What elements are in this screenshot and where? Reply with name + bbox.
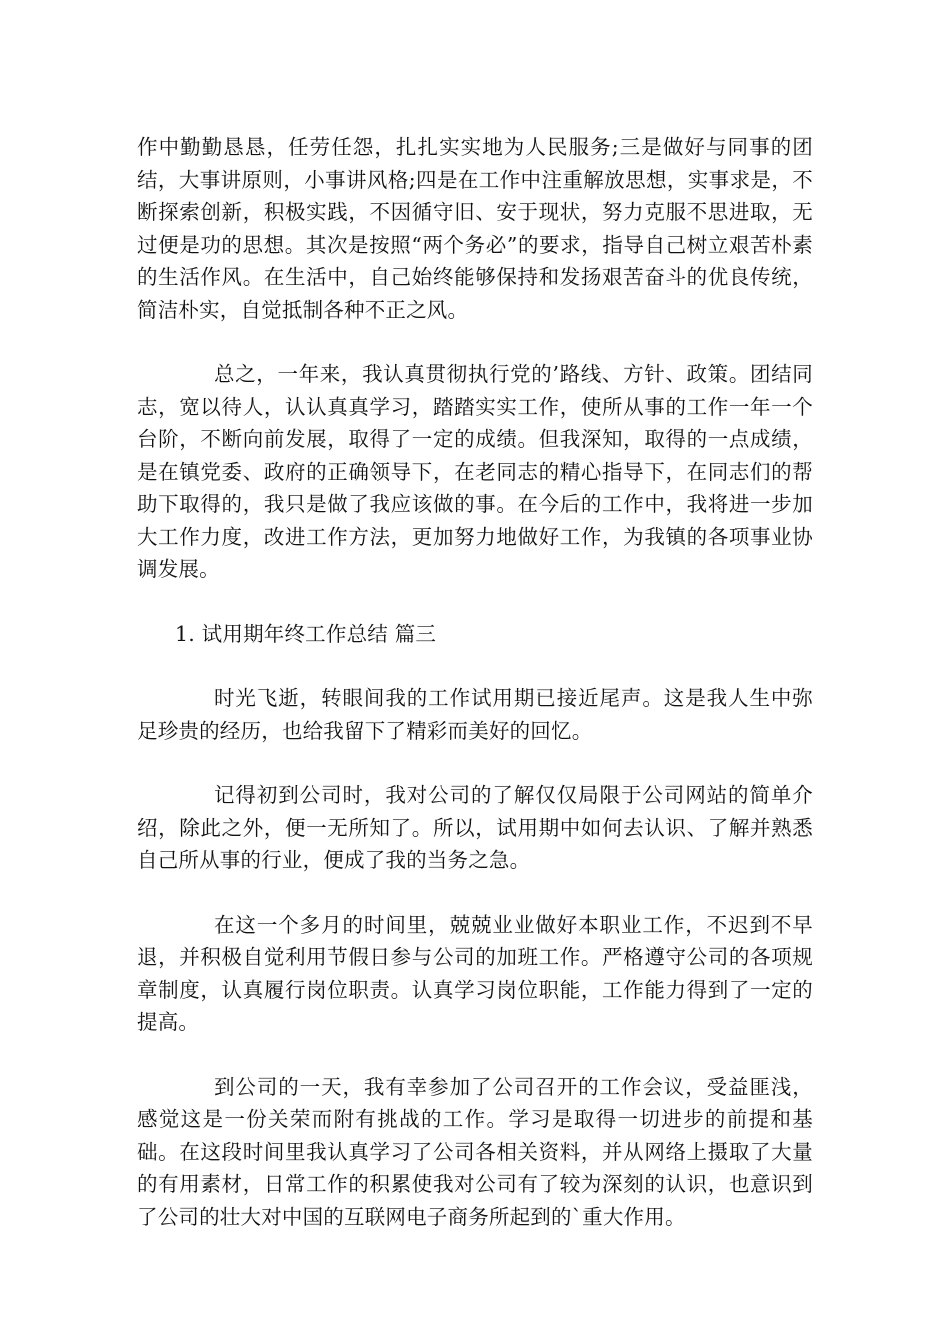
paragraph-gap [137, 650, 813, 682]
paragraph-gap [137, 877, 813, 909]
paragraph-gap [137, 1039, 813, 1071]
paragraph-first-days: 记得初到公司时，我对公司的了解仅仅局限于公司网站的简单介绍，除此之外，便一无所知了。所以，试用期中如何去认识、了解并熟悉自己所从事的行业，便成了我的当务之急。 [137, 783, 813, 872]
paragraph-continuation: 作中勤勤恳恳，任劳任怨，扎扎实实地为人民服务;三是做好与同事的团结，大事讲原则，小事讲风格;四是在工作中注重解放思想，实事求是，不断探索创新，积极实践，不因循守旧、安于现状，努力克服不思进取，无过便是功的思想。其次是按照“两个务必”的要求，指导自己树立艰苦朴素的生活作风。在生活中，自己始终能够保持和发扬艰苦奋斗的优良传统，简洁朴实，自觉抵制各种不正之风。 [137, 135, 813, 322]
paragraph-gap [137, 586, 813, 618]
paragraph-summary: 总之，一年来，我认真贯彻执行党的’路线、方针、政策。团结同志，宽以待人，认认真真学习，踏踏实实工作，使所从事的工作一年一个台阶，不断向前发展，取得了一定的成绩。但我深知，取得的一点成绩，是在镇党委、政府的正确领导下，在老同志的精心指导下，在同志们的帮助下取得的，我只是做了我应该做的事。在今后的工作中，我将进一步加大工作力度，改进工作方法，更加努力地做好工作，为我镇的各项事业协调发展。 [137, 362, 813, 581]
paragraph-learning: 到公司的一天，我有幸参加了公司召开的工作会议，受益匪浅，感觉这是一份关荣而附有挑战的工作。学习是取得一切进步的前提和基础。在这段时间里我认真学习了公司各相关资料，并从网络上摄取了大量的有用素材，日常工作的积累使我对公司有了较为深刻的认识，也意识到了公司的壮大对中国的互联网电子商务所起到的`重大作用。 [137, 1074, 813, 1229]
document-page [137, 131, 813, 1233]
paragraph-gap [137, 747, 813, 779]
section-heading: 1. 试用期年终工作总结 篇三 [175, 621, 437, 646]
paragraph-intro: 时光飞逝，转眼间我的工作试用期已接近尾声。这是我人生中弥足珍贵的经历，也给我留下了精彩而美好的回忆。 [137, 686, 813, 743]
paragraph-gap [137, 326, 813, 358]
paragraph-diligence: 在这一个多月的时间里，兢兢业业做好本职业工作，不迟到不早退，并积极自觉利用节假日参与公司的加班工作。严格遵守公司的各项规章制度，认真履行岗位职责。认真学习岗位职能，工作能力得到了一定的提高。 [137, 912, 813, 1034]
